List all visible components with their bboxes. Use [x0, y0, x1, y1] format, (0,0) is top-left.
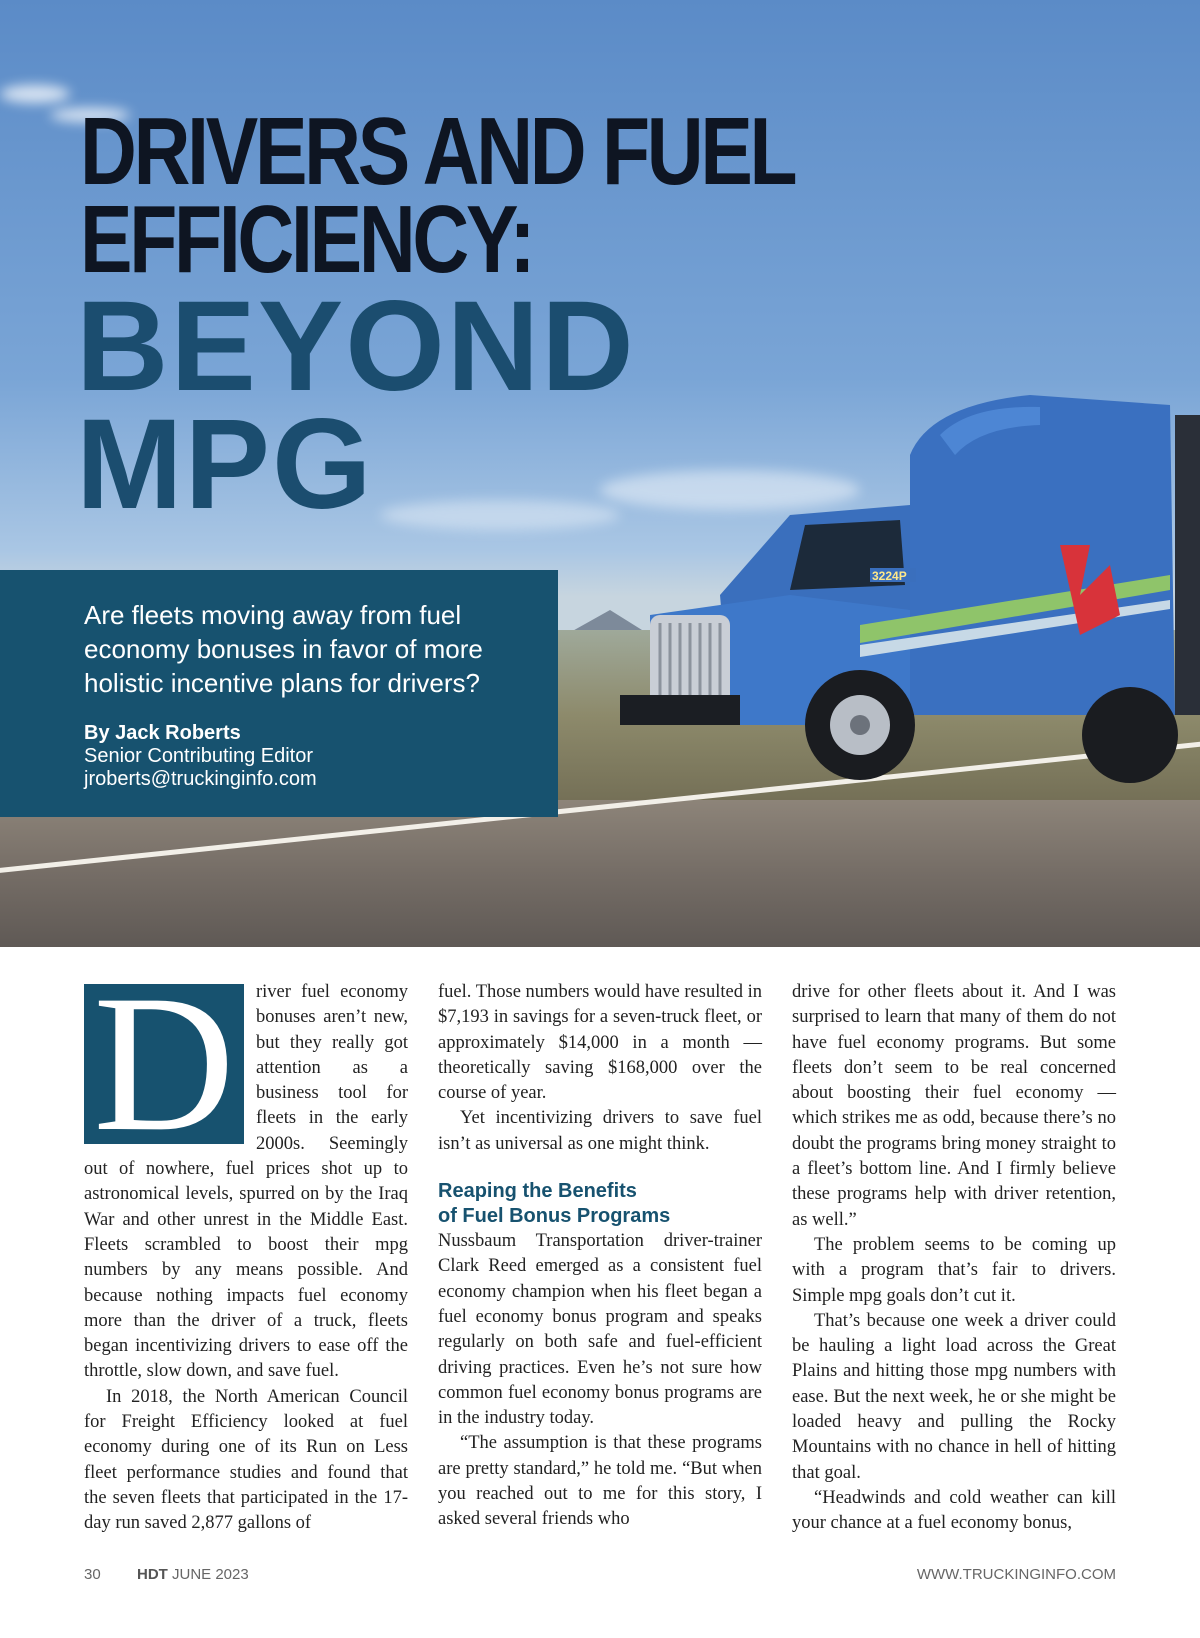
paragraph: Nussbaum Transportation driver-trainer Clark Reed emerged as a consistent fuel economy champion when his fleet began a fuel economy bonus program and speaks regularly on both safe and fuel-efficient driving practices. Even he’s not sure how common fuel economy bonus programs are in the industry today. [438, 1231, 762, 1429]
headline [80, 98, 795, 293]
paragraph: “The assumption is that these programs are pretty standard,” he told me. “But when you reached out to me for this story, I asked several friends who [438, 1433, 762, 1530]
author-email[interactable]: jroberts@truckinginfo.com [84, 768, 317, 790]
paragraph: The problem seems to be coming up with a program that’s fair to drivers. Simple mpg goals don’t cut it. [792, 1234, 1116, 1306]
road [0, 800, 1200, 947]
headline-highlight [76, 275, 636, 536]
paragraph: fuel. Those numbers would have resulted in $7,193 in savings for a seven-truck fleet, or approximately $14,000 in a month — theoretically saving $168,000 over the course of year. [438, 982, 762, 1104]
website-link[interactable]: WWW.TRUCKINGINFO.COM [916, 1566, 1116, 1583]
body-column-2 [438, 980, 762, 1533]
headline-highlight-line-1: BEYOND [76, 275, 636, 418]
cloud [0, 85, 70, 103]
body-column-1 [84, 955, 408, 1537]
page-number: 30 [84, 1566, 101, 1583]
subheading-line-1: Reaping the Benefits [438, 1180, 637, 1203]
deck-text: Are fleets moving away from fuel economy bonuses in favor of more holistic incentive plans for drivers? [84, 600, 483, 698]
byline [84, 722, 317, 791]
truck-unit-number: 3224P [872, 569, 907, 583]
magazine-name: HDT [137, 1566, 168, 1583]
issue-date: JUNE 2023 [172, 1566, 249, 1583]
author-role: Senior Contributing Editor [84, 745, 314, 767]
paragraph: In 2018, the North American Council for Freight Efficiency looked at fuel economy during one of its Run on Less fleet performance studies and found that the seven fleets that participated in the 17-day run saved 2,877 gallons of [84, 1386, 408, 1534]
subheading-line-2: of Fuel Bonus Programs [438, 1205, 671, 1228]
subheading [438, 1179, 762, 1229]
paragraph: drive for other fleets about it. And I was surprised to learn that many of them do not have fuel economy programs. But some fleets don’t seem to be real concerned about boosting their fuel economy — which strikes me as odd, because there’s no doubt the programs bring money straight to a fleet’s bottom line. And I firmly believe these programs help with driver retention, as well.” [792, 982, 1116, 1230]
paragraph: Yet incentivizing drivers to save fuel isn’t as universal as one might think. [438, 1108, 762, 1154]
paragraph: river fuel economy bonuses aren’t new, but they really got attention as a business tool for fleets in the early 2000s. Seemingly out of nowhere, fuel prices shot up to astronomical levels, spurred on by the Iraq War and other unrest in the Middle East. Fleets scrambled to boost their mpg numbers by any means possible. And because nothing impacts fuel economy more than the driver of a truck, fleets began incentivizing drivers to ease off the throttle, slow down, and save fuel. [84, 982, 408, 1382]
author-name: By Jack Roberts [84, 722, 241, 744]
body-column-3 [792, 980, 1116, 1537]
truck-illustration [610, 395, 1200, 815]
magazine-issue [137, 1566, 249, 1583]
headline-line-1: DRIVERS AND FUEL [80, 98, 795, 205]
headline-line-2: EFFICIENCY: [80, 186, 533, 293]
headline-highlight-line-2: MPG [76, 393, 374, 536]
drop-cap: D [84, 984, 244, 1144]
paragraph: “Headwinds and cold weather can kill your chance at a fuel economy bonus, [792, 1487, 1116, 1534]
paragraph: That’s because one week a driver could be hauling a light load across the Great Plains and hitting those mpg numbers with ease. But the next week, he or she might be loaded heavy and pulling the Rocky Mountains with no chance in hell of hitting that goal. [792, 1310, 1116, 1483]
